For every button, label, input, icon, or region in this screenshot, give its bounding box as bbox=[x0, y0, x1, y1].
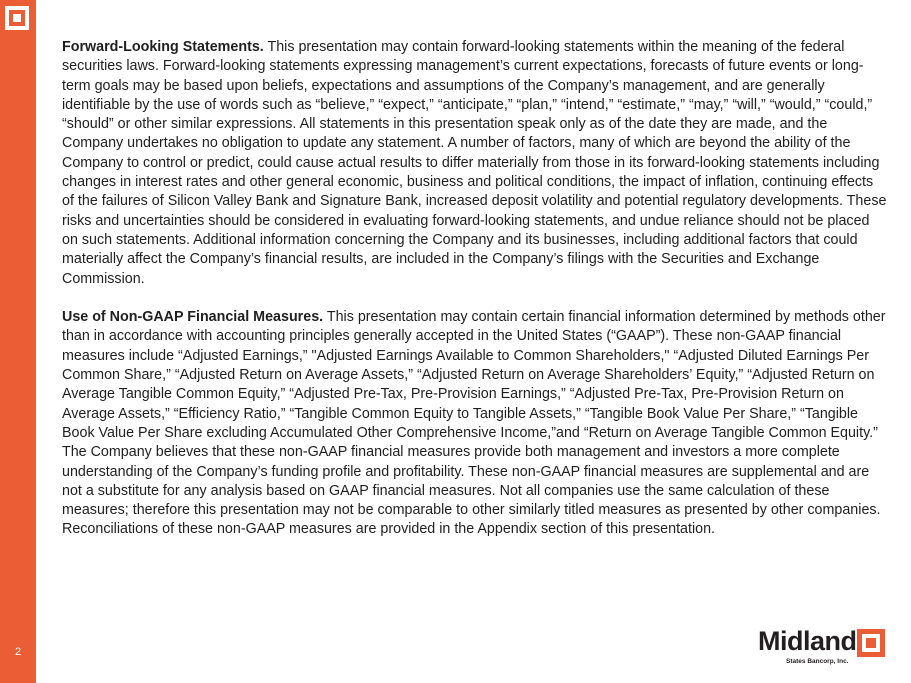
page-number: 2 bbox=[14, 646, 22, 658]
forward-looking-heading: Forward-Looking Statements. bbox=[62, 39, 264, 55]
brand-subtitle: States Bancorp, Inc. bbox=[786, 658, 849, 665]
brand-name: Midland bbox=[758, 626, 857, 656]
square-logo-icon bbox=[5, 6, 29, 30]
non-gaap-heading: Use of Non-GAAP Financial Measures. bbox=[62, 309, 324, 326]
non-gaap-paragraph bbox=[62, 308, 887, 540]
non-gaap-body: This presentation may contain certain financial information determined by methods other than in accordance with accounting principles generally accepted in the United States (“GAAP”). These non-GAAP financial measures include “Adjusted Earnings,” "Adjusted Earnings Available to Common Shareholders," “Adjusted Diluted Earnings Per Common Share,” “Adjusted Return on Average Assets,” “Adjusted Return on Average Shareholders’ Equity,” “Adjusted Return on Average Tangible Common Equity,” “Adjusted Pre-Tax, Pre-Provision Earnings,” “Adjusted Pre-Tax, Pre-Provision Return on Average Assets,” “Efficiency Ratio,” “Tangible Common Equity to Tangible Assets,” “Tangible Book Value Per Share,” “Tangible Book Value Per Share excluding Accumulated Other Comprehensive Income,”and “Return on Average Tangible Common Equity.” The Company believes that these non-GAAP financial measures provide both management and investors a more complete understanding of the Company’s funding profile and profitability. These non-GAAP financial measures are supplemental and are not a substitute for any analysis based on GAAP financial measures. Not all companies use the same calculation of these measures; therefore this presentation may not be comparable to other similarly titled measures as presented by other companies. Reconciliations of these non-GAAP measures are provided in the Appendix section of this presentation. bbox=[62, 309, 886, 538]
disclaimer-content bbox=[62, 38, 887, 559]
forward-looking-paragraph bbox=[62, 38, 887, 289]
forward-looking-body: This presentation may contain forward-looking statements within the meaning of the federal securities laws. Forward-looking statements expressing management’s current expectations, forecasts of future events or long-term goals may be based upon beliefs, expectations and assumptions of the Company’s management, and are generally identifiable by the use of words such as “believe,” “expect,” “anticipate,” “plan,” “intend,” “estimate,” “may,” “will,” “would,” “could,” “should” or other similar expressions. All statements in this presentation speak only as of the date they are made, and the Company undertakes no obligation to update any statement. A number of factors, many of which are beyond the ability of the Company to control or predict, could cause actual results to differ materially from those in its forward-looking statements including changes in interest rates and other general economic, business and political conditions, the impact of inflation, continuing effects of the failures of Silicon Valley Bank and Signature Bank, increased deposit volatility and potential regulatory developments. These risks and uncertainties should be considered in evaluating forward-looking statements, and undue reliance should not be placed on such statements. Additional information concerning the Company and its businesses, including additional factors that could materially affect the Company’s financial results, are included in the Company’s filings with the Securities and Exchange Commission. bbox=[62, 39, 887, 287]
midland-brand-logo bbox=[758, 626, 888, 670]
brand-square-icon bbox=[857, 629, 885, 657]
sidebar-accent-bar bbox=[0, 0, 36, 683]
